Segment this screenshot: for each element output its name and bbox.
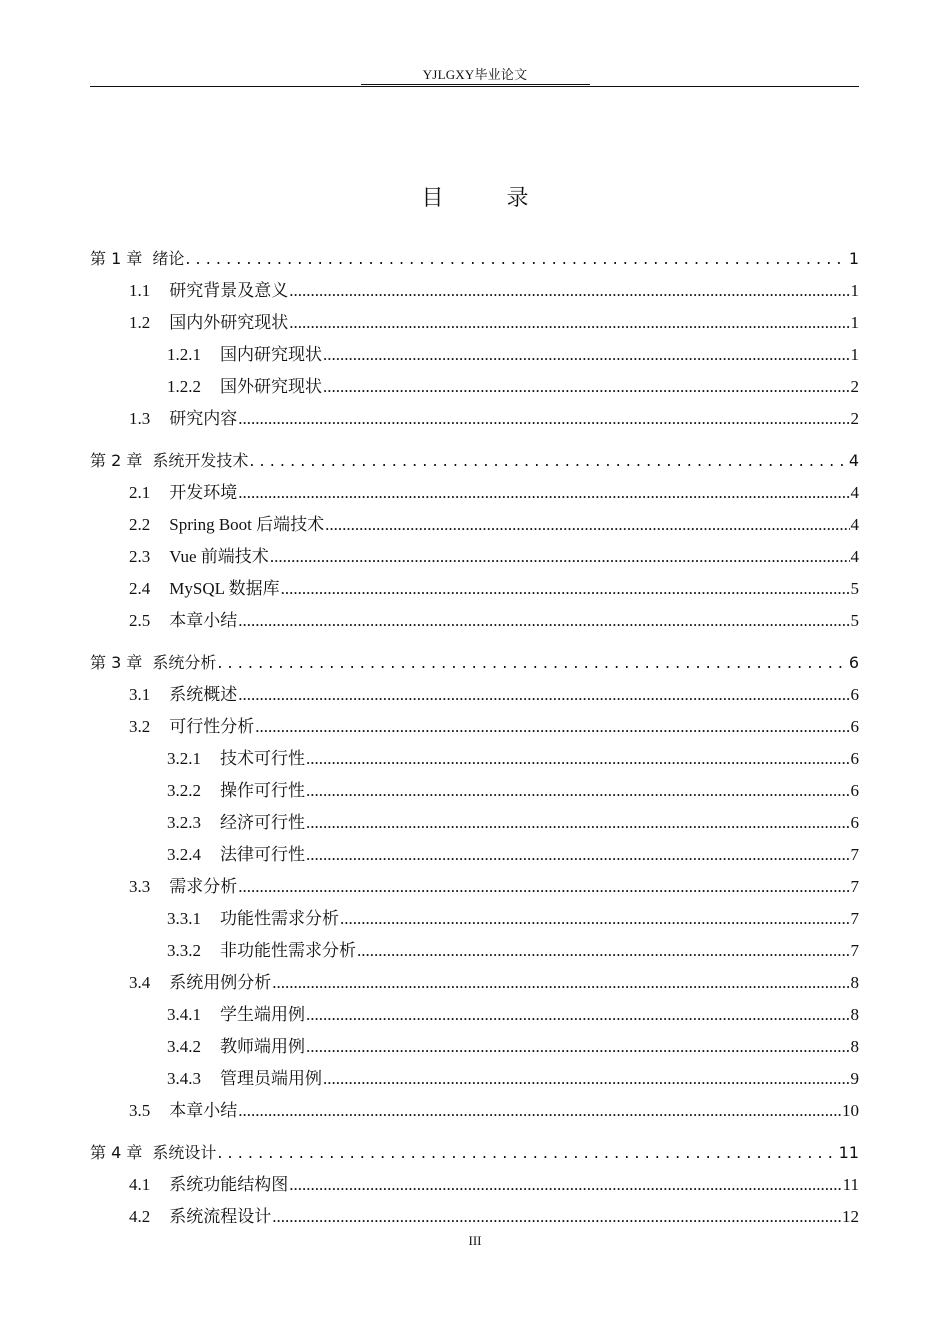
toc-entry[interactable] [129,609,859,633]
toc-entry-text: 本章小结 [169,1101,238,1120]
toc-entry-page: 1 [850,281,859,300]
toc-entry-text: 操作可行性 [220,781,305,800]
toc-entry-page: 2 [850,409,859,428]
toc-entry-label [129,513,324,537]
toc-leader-dots [255,715,849,739]
toc-heading: 目 录 [421,186,557,211]
toc-entry-label [167,1035,305,1059]
toc-entry-label [167,907,339,931]
toc-entry-text: 法律可行性 [220,845,305,864]
toc-entry-text: 国内研究现状 [220,345,322,364]
toc-entry-label [167,811,305,835]
toc-entry-number: 2.5 [129,611,151,630]
toc-entry-text: 系统开发技术 [152,451,249,470]
toc-entry-text: 开发环境 [169,483,238,502]
toc-entry-label [167,843,305,867]
toc-entry-number: 1.2.1 [167,345,201,364]
toc-entry-page: 12 [842,1207,859,1226]
toc-entry-number: 3.4.2 [167,1037,201,1056]
toc-entry-text: MySQL 数据库 [169,579,280,598]
toc-entry[interactable] [90,247,859,271]
running-header [0,67,950,83]
toc-entry-label [129,683,237,707]
toc-leader-dots [289,311,849,335]
toc-leader-dots [281,577,850,601]
toc-entry-label [90,1141,216,1165]
toc-entry-number: 1.3 [129,409,151,428]
toc-entry[interactable] [129,513,859,537]
toc-leader-dots [357,939,850,963]
toc-leader-dots [306,779,850,803]
toc-entry[interactable] [167,1035,859,1059]
toc-entry-text: 经济可行性 [220,813,305,832]
toc-entry-text: 研究背景及意义 [169,281,289,300]
toc-leader-dots [238,481,849,505]
toc-entry-number: 1.1 [129,281,151,300]
toc-entry-number: 3.3 [129,877,151,896]
toc-entry-number: 3.2 [129,717,151,736]
toc-entry-text: Spring Boot 后端技术 [169,515,325,534]
toc-entry-page: 6 [848,653,859,672]
toc-entry-page: 9 [850,1069,859,1088]
toc-entry-number: 3.4.3 [167,1069,201,1088]
toc-entry-label [90,651,216,675]
toc-leader-dots [238,683,849,707]
toc-entry-text: 学生端用例 [220,1005,305,1024]
toc-entry-text: 系统流程设计 [169,1207,272,1226]
toc-leader-dots [238,609,849,633]
toc-entry-label [90,247,184,271]
toc-entry-page: 6 [850,685,859,704]
toc-entry[interactable] [129,577,859,601]
toc-entry-text: 系统设计 [152,1143,217,1162]
toc-entry-page: 6 [850,717,859,736]
toc-leader-dots [289,1173,841,1197]
toc-leader-dots [238,875,849,899]
toc-entry-text: 系统概述 [169,685,238,704]
toc-entry-number: 3.2.4 [167,845,201,864]
toc-leader-dots [185,247,847,271]
toc-entry[interactable] [129,683,859,707]
toc-entry-page: 11 [838,1143,859,1162]
toc-entry[interactable] [167,1003,859,1027]
toc-entry-page: 6 [850,813,859,832]
toc-leader-dots [323,375,850,399]
toc-entry-label [90,449,248,473]
toc-entry[interactable] [129,971,859,995]
toc-entry[interactable] [167,375,859,399]
toc-leader-dots [272,971,849,995]
toc-entry-text: 研究内容 [169,409,238,428]
toc-entry-page: 4 [848,451,859,470]
toc-entry[interactable] [129,1173,859,1197]
toc-entry[interactable] [129,1099,859,1123]
toc-entry-page: 4 [850,547,859,566]
toc-entry-label [167,779,305,803]
toc-entry[interactable] [129,407,859,431]
toc-entry-number: 3.5 [129,1101,151,1120]
toc-entry-number: 第 3 章 [90,653,143,672]
toc-leader-dots [325,513,849,537]
toc-entry-label [129,1099,237,1123]
toc-entry-number: 3.2.3 [167,813,201,832]
toc-entry-number: 第 2 章 [90,451,143,470]
toc-entry-page: 5 [850,611,859,630]
toc-entry-number: 3.3.1 [167,909,201,928]
toc-entry-text: 管理员端用例 [220,1069,322,1088]
header-underline [361,84,590,85]
toc-entry-text: 系统分析 [152,653,217,672]
toc-entry-text: 非功能性需求分析 [220,941,356,960]
toc-entry-page: 1 [850,313,859,332]
toc-entry-page: 6 [850,749,859,768]
toc-leader-dots [306,1003,850,1027]
toc-entry-page: 8 [850,1005,859,1024]
toc-leader-dots [217,1141,837,1165]
toc-leader-dots [306,747,850,771]
toc-entry-label [129,875,237,899]
toc-entry[interactable] [129,875,859,899]
toc-entry-number: 1.2 [129,313,151,332]
toc-entry[interactable] [167,747,859,771]
toc-entry-page: 8 [850,973,859,992]
toc-entry-text: 绪论 [152,249,185,268]
toc-leader-dots [340,907,850,931]
toc-leader-dots [272,1205,841,1229]
toc-entry[interactable] [167,1067,859,1091]
toc-entry[interactable] [90,651,859,675]
toc-entry-label [129,609,237,633]
toc-entry-label [129,577,280,601]
toc-entry-number: 4.2 [129,1207,151,1226]
toc-entry-page: 7 [850,845,859,864]
toc-entry-number: 3.3.2 [167,941,201,960]
toc-entry[interactable] [129,1205,859,1229]
toc-entry-label [129,1205,271,1229]
toc-entry-text: 系统用例分析 [169,973,272,992]
toc-entry-page: 8 [850,1037,859,1056]
toc-leader-dots [289,279,849,303]
toc-entry[interactable] [90,1141,859,1165]
toc-entry-label [167,1067,322,1091]
toc-leader-dots [238,407,849,431]
toc-entry[interactable] [90,449,859,473]
toc-entry-label [129,279,288,303]
toc-entry-text: 国内外研究现状 [169,313,289,332]
toc-entry[interactable] [129,715,859,739]
toc-entry-text: Vue 前端技术 [169,547,269,566]
toc-entry-label [129,481,237,505]
toc-leader-dots [217,651,847,675]
toc-entry-page: 5 [850,579,859,598]
toc-entry-page: 1 [850,345,859,364]
toc-entry[interactable] [129,311,859,335]
toc-leader-dots [238,1099,841,1123]
toc-entry-text: 本章小结 [169,611,238,630]
toc-entry-number: 3.2.1 [167,749,201,768]
toc-leader-dots [306,1035,850,1059]
toc-entry-number: 2.1 [129,483,151,502]
toc-entry-page: 4 [850,483,859,502]
toc-entry-page: 6 [850,781,859,800]
toc-entry-page: 7 [850,909,859,928]
toc-leader-dots [249,449,847,473]
toc-leader-dots [306,811,850,835]
toc-entry-number: 第 1 章 [90,249,143,268]
toc-entry-number: 3.4 [129,973,151,992]
toc-entry-number: 2.3 [129,547,151,566]
toc-entry-label [167,1003,305,1027]
toc-entry[interactable] [167,843,859,867]
toc-entry-label [167,343,322,367]
toc-entry-number: 3.2.2 [167,781,201,800]
toc-entry-text: 需求分析 [169,877,238,896]
toc-entry-number: 3.4.1 [167,1005,201,1024]
toc-entry-label [129,545,269,569]
toc-entry-label [129,971,271,995]
toc-entry-text: 技术可行性 [220,749,305,768]
toc-entry-label [129,715,254,739]
toc-leader-dots [323,1067,850,1091]
toc-entry[interactable] [129,279,859,303]
toc-entry-text: 国外研究现状 [220,377,322,396]
toc-entry-label [167,375,322,399]
toc-entry-text: 系统功能结构图 [169,1175,289,1194]
toc-entry-page: 2 [850,377,859,396]
footer-page-number: III [468,1233,482,1248]
toc-entry[interactable] [167,779,859,803]
toc-leader-dots [323,343,850,367]
toc-entry-label [167,747,305,771]
toc-leader-dots [306,843,850,867]
toc-entry-text: 可行性分析 [169,717,255,736]
toc-entry-label [129,407,237,431]
toc-entry-page: 7 [850,941,859,960]
toc-entry-page: 4 [850,515,859,534]
header-rule [90,86,859,87]
toc-entry-label [129,1173,288,1197]
toc-entry-number: 2.4 [129,579,151,598]
toc-entry[interactable] [167,811,859,835]
header-title: YJLGXY毕业论文 [422,67,528,82]
toc-entry-number: 2.2 [129,515,151,534]
toc-entry-page: 10 [842,1101,859,1120]
toc-entry-number: 1.2.2 [167,377,201,396]
toc-entry[interactable] [129,545,859,569]
toc-entry-text: 功能性需求分析 [220,909,339,928]
toc-entry-number: 3.1 [129,685,151,704]
toc-entry-number: 4.1 [129,1175,151,1194]
toc-entry[interactable] [167,343,859,367]
toc-entry-number: 第 4 章 [90,1143,143,1162]
toc-entry-page: 7 [850,877,859,896]
toc-entry-page: 1 [848,249,859,268]
toc-entry[interactable] [167,939,859,963]
toc-entry-label [129,311,288,335]
toc-entry-page: 11 [842,1175,859,1194]
toc-leader-dots [270,545,850,569]
toc-entry-text: 教师端用例 [220,1037,305,1056]
toc-entry-label [167,939,356,963]
toc-entry[interactable] [167,907,859,931]
toc-entry[interactable] [129,481,859,505]
